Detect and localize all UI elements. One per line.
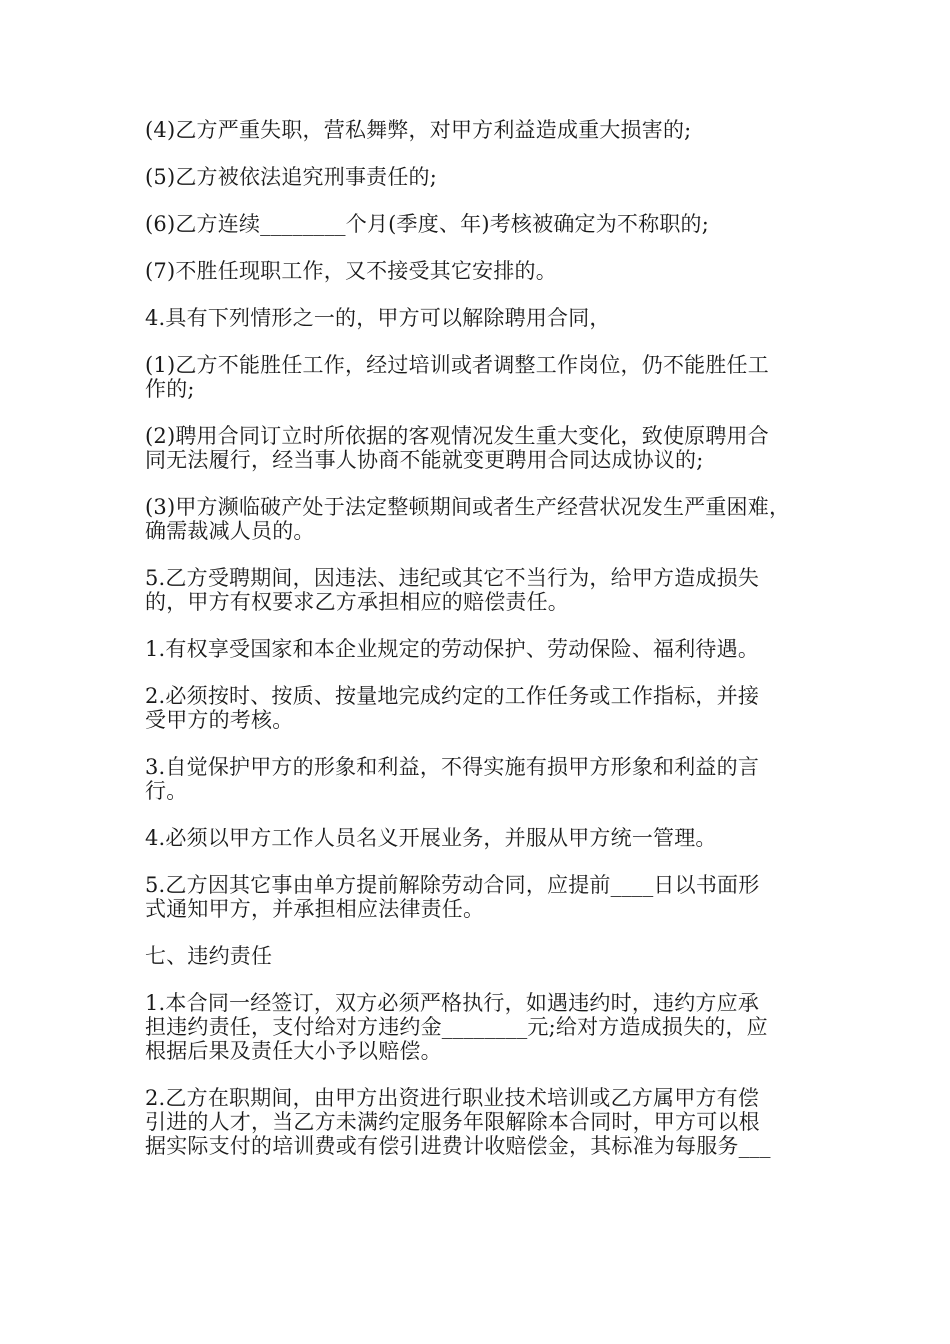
clause-6-unqualified-assessment: (6)乙方连续________个月(季度、年)考核被确定为不称职的; — [145, 212, 710, 236]
duty-item-2: 2.必须按时、按质、按量地完成约定的工作任务或工作指标，并接 受甲方的考核。 — [145, 684, 760, 732]
duty-item-3: 3.自觉保护甲方的形象和利益，不得实施有损甲方形象和利益的言 行。 — [145, 755, 760, 803]
document-page — [145, 118, 810, 1181]
section-5-compensation-liability: 5.乙方受聘期间，因违法、违纪或其它不当行为，给甲方造成损失 的，甲方有权要求乙方承担相应的赔偿责任。 — [145, 566, 760, 614]
termination-item-1: (1)乙方不能胜任工作，经过培训或者调整工作岗位，仍不能胜任工 作的; — [145, 353, 769, 401]
duty-item-4: 4.必须以甲方工作人员名义开展业务，并服从甲方统一管理。 — [145, 826, 717, 850]
duty-item-5: 5.乙方因其它事由单方提前解除劳动合同，应提前____日以书面形 式通知甲方，并承担相应法律责任。 — [145, 873, 760, 921]
clause-5-criminal-liability: (5)乙方被依法追究刑事责任的; — [145, 165, 438, 189]
section-4-termination-conditions: 4.具有下列情形之一的，甲方可以解除聘用合同， — [145, 306, 611, 330]
breach-item-1: 1.本合同一经签订，双方必须严格执行，如遇违约时，违约方应承 担违约责任，支付给对方违约金________元;给对方造成损失的，应 根据后果及责任大小予以赔偿。 — [145, 991, 768, 1063]
clause-4-serious-misconduct: (4)乙方严重失职，营私舞弊，对甲方利益造成重大损害的; — [145, 118, 692, 142]
termination-item-3: (3)甲方濒临破产处于法定整顿期间或者生产经营状况发生严重困难， 确需裁减人员的。 — [145, 495, 791, 543]
breach-item-2: 2.乙方在职期间，由甲方出资进行职业技术培训或乙方属甲方有偿 引进的人才，当乙方未满约定服务年限解除本合同时，甲方可以根 据实际支付的培训费或有偿引进费计收赔偿金，其标准为每服务___ — [145, 1086, 771, 1158]
clause-7-incompetent: (7)不胜任现职工作，又不接受其它安排的。 — [145, 259, 557, 283]
termination-item-2: (2)聘用合同订立时所依据的客观情况发生重大变化，致使原聘用合 同无法履行，经当事人协商不能就变更聘用合同达成协议的; — [145, 424, 769, 472]
section-heading-breach-liability: 七、违约责任 — [145, 944, 273, 968]
right-item-1: 1.有权享受国家和本企业规定的劳动保护、劳动保险、福利待遇。 — [145, 637, 760, 661]
